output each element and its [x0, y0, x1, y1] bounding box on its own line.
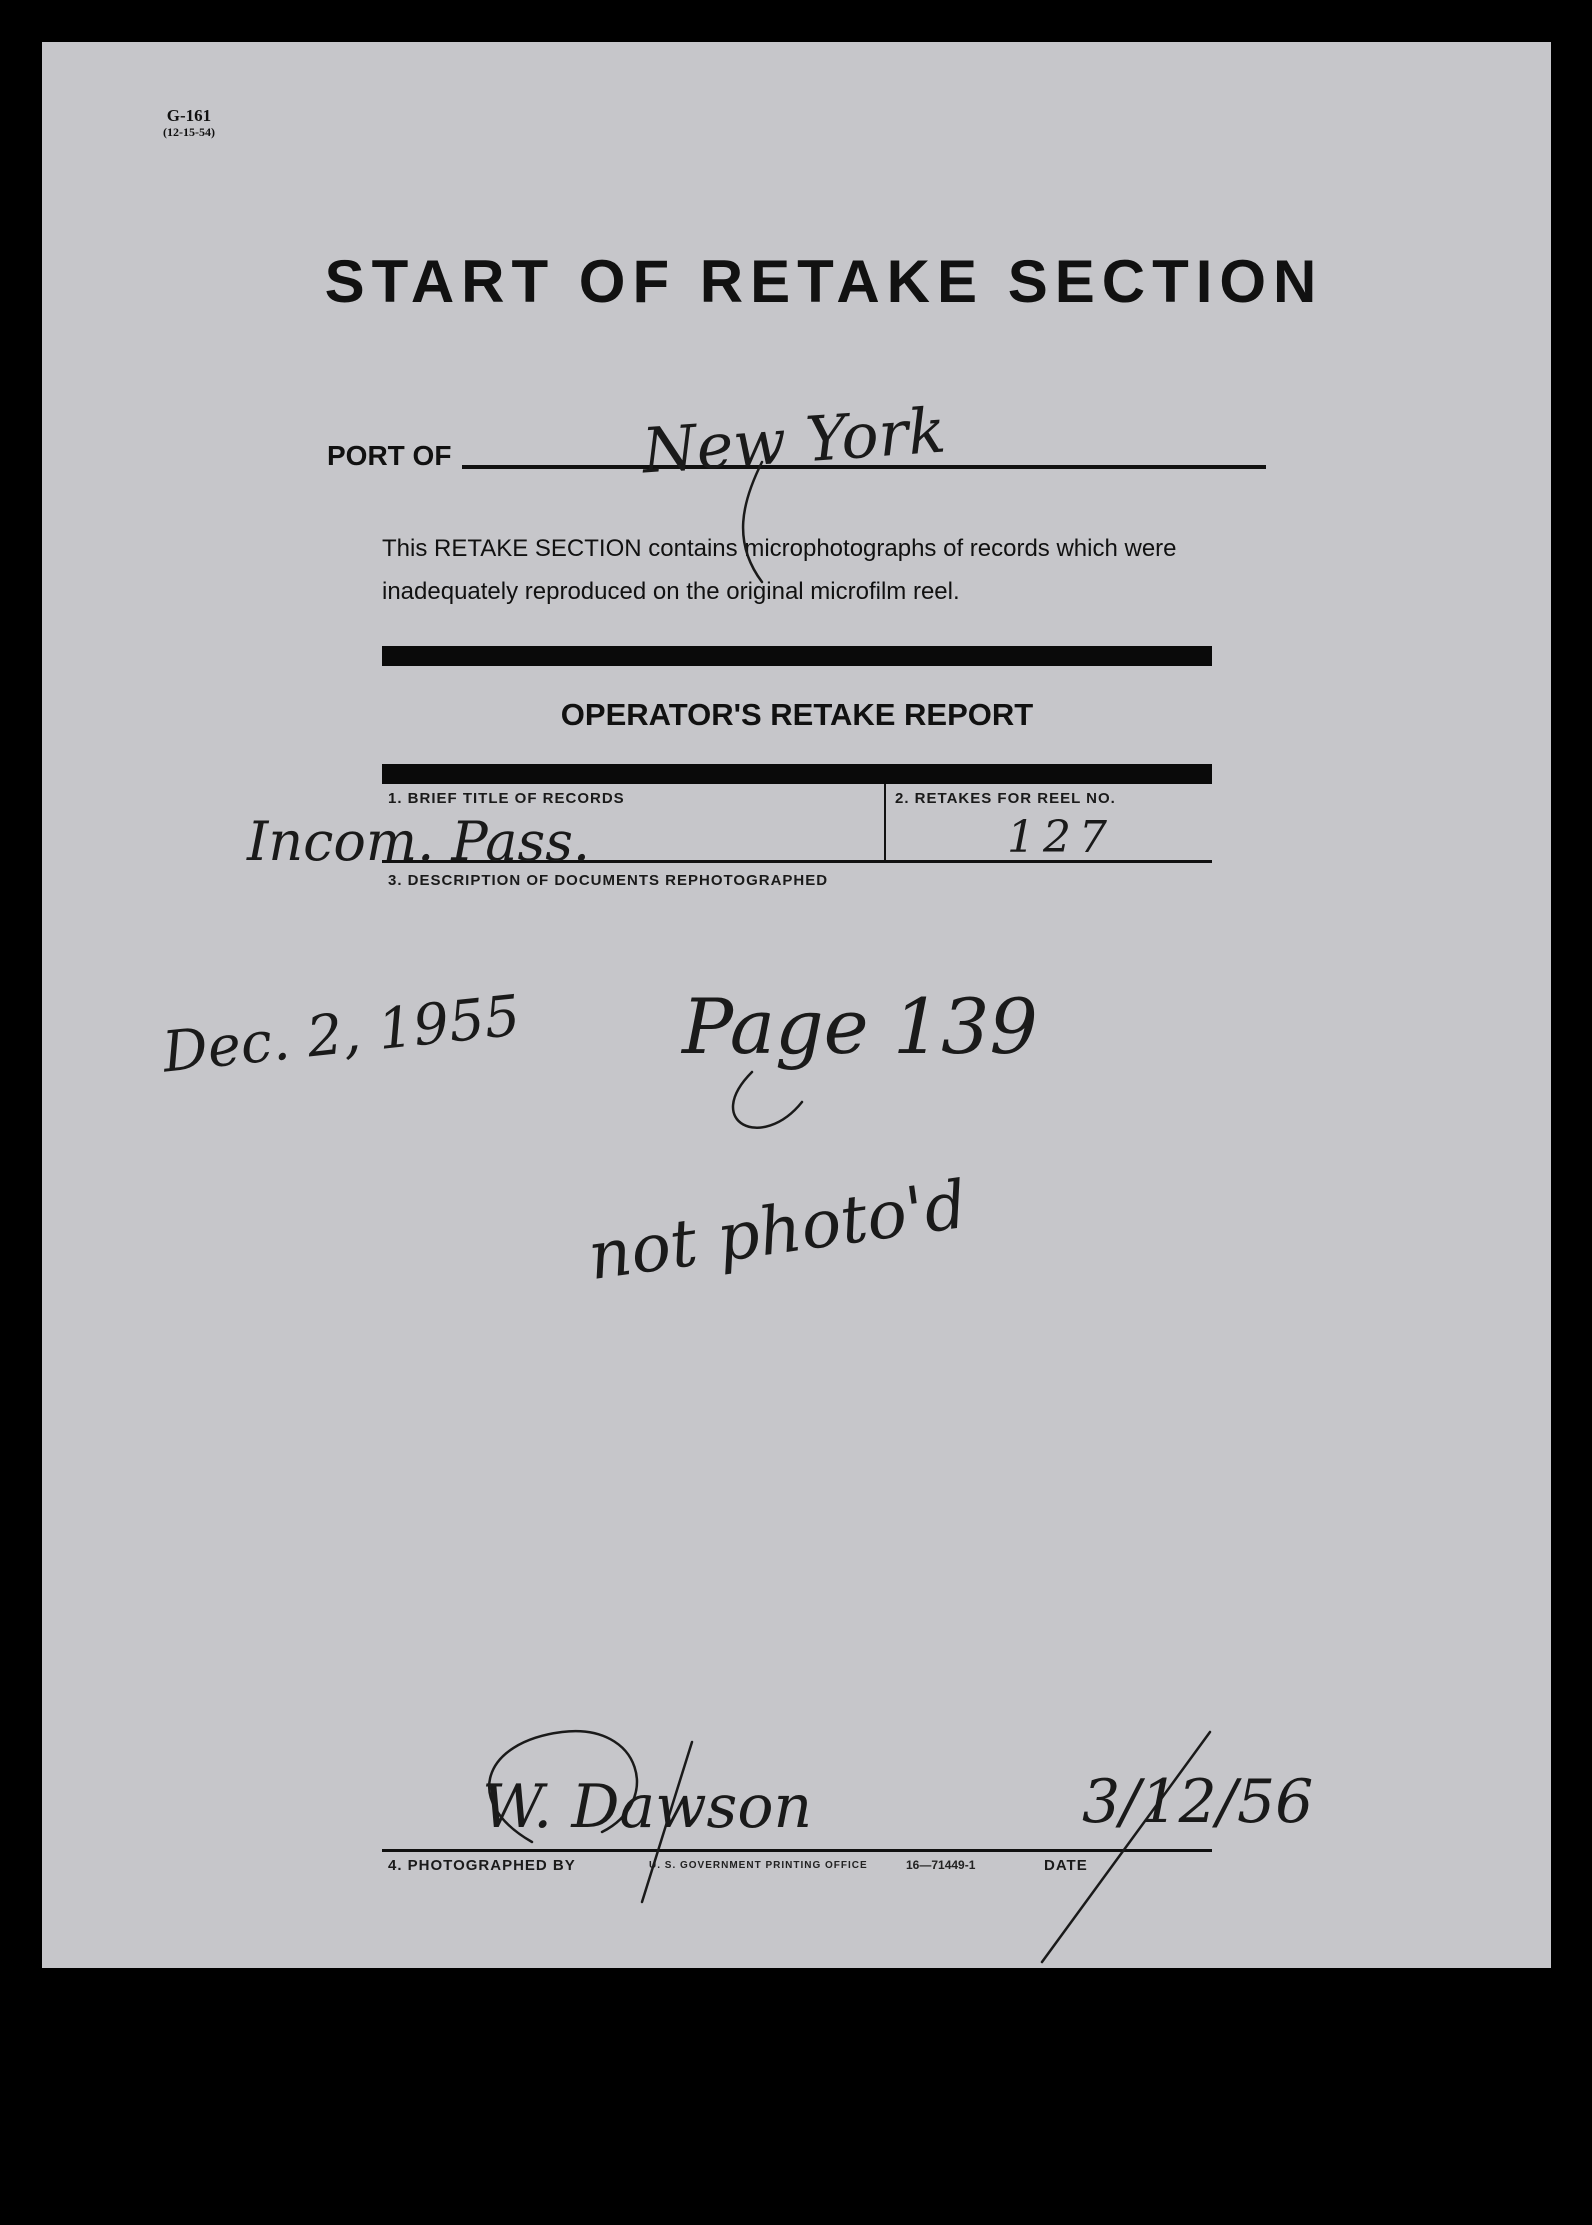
date-slash-stroke: [1042, 1732, 1210, 1962]
print-number: 16—71449-1: [906, 1858, 976, 1872]
reel-number-label: 2. RETAKES FOR REEL NO.: [895, 790, 1116, 807]
report-title: OPERATOR'S RETAKE REPORT: [560, 697, 1034, 732]
signature-tail-stroke: [642, 1742, 692, 1902]
retake-form-sheet: [42, 42, 1551, 1968]
description-note: not photo'd: [583, 1165, 972, 1296]
form-revision: (12-15-54): [163, 125, 215, 139]
port-label: PORT OF: [327, 440, 452, 471]
description-label: 3. DESCRIPTION OF DOCUMENTS REPHOTOGRAPHED: [388, 872, 829, 889]
reel-number-value: 127: [1007, 812, 1115, 863]
port-handwritten-value: New York: [639, 393, 948, 488]
intro-text: This RETAKE SECTION contains microphotographs of records which were inadequately reproduced on the original microfilm reel.: [382, 535, 1177, 605]
printer-credit: U. S. GOVERNMENT PRINTING OFFICE: [649, 1860, 868, 1871]
brief-title-value: Incom. Pass.: [247, 810, 591, 873]
form-code: G-161: [166, 106, 212, 125]
page-title: START OF RETAKE SECTION: [324, 248, 1324, 315]
description-page: Page 139: [682, 982, 1038, 1071]
date-value: 3/12/56: [1082, 1767, 1314, 1837]
description-date: Dec. 2, 1955: [159, 983, 524, 1086]
photographer-signature: W. Dawson: [482, 1772, 813, 1842]
handwriting-strokes: [42, 42, 1551, 1968]
page-loop-stroke: [733, 1072, 802, 1128]
signature-flourish-stroke: [489, 1731, 637, 1842]
port-loop-stroke: [743, 462, 762, 582]
date-label: DATE: [1044, 1857, 1088, 1874]
photographed-by-label: 4. PHOTOGRAPHED BY: [388, 1857, 576, 1874]
brief-title-label: 1. BRIEF TITLE OF RECORDS: [388, 790, 625, 807]
